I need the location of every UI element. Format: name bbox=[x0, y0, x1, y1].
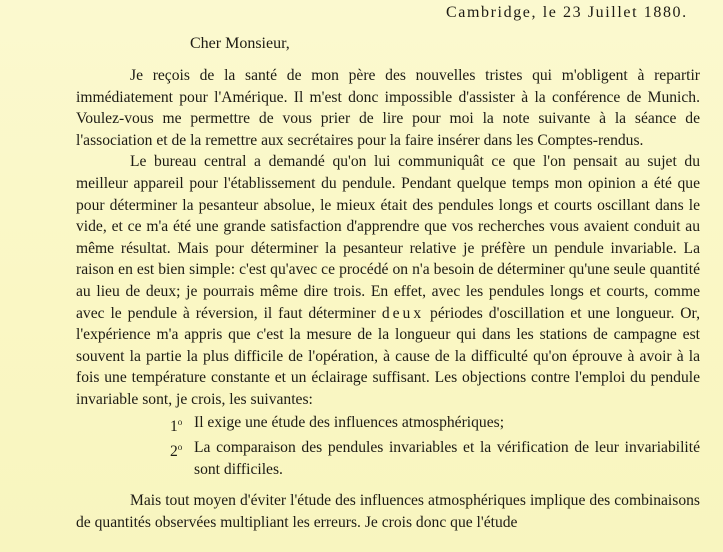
list-item-text: Il exige une étude des influences atmosphériques; bbox=[194, 413, 505, 431]
paragraph-1: Je reçois de la santé de mon père des nouvelles tristes qui m'obligent à repartir immédiatement pour l'Amérique. Il m'est donc impossible d'assister à la conférence de Munich. Voulez-vous me permettre de vous prier de lire pour moi la note suivante à la séance de l'association et de la remettre aux secrétaires pour la faire insérer dans les Comptes-rendus. bbox=[76, 67, 700, 149]
objections-list bbox=[76, 412, 700, 481]
paragraph-2-part-2: périodes d'oscillation et une longueur. Or, l'expérience m'a appris que c'est la mesure de la longueur qui dans les stations de campagne est souvent la partie la plus difficile de l'opération, à cause de la difficulté qu'on éprouve à avoir à la fois une température constante et un éclairage suffisant. Les objections contre l'emploi du pendule invariable sont, je crois, les suivantes: bbox=[76, 304, 700, 408]
list-item-number: 2$^o$ bbox=[170, 442, 183, 461]
letter-body bbox=[76, 65, 700, 534]
dateline-text: Cambridge, le 23 Juillet 1880. bbox=[446, 4, 688, 21]
paragraph-2-emphasis: deux bbox=[381, 304, 425, 322]
list-item-text: La comparaison des pendules invariables et la vérification de leur invariabilité sont difficiles. bbox=[194, 439, 700, 478]
list-item-number: 1$^o$ bbox=[170, 416, 183, 435]
letter-salutation: Cher Monsieur, bbox=[190, 35, 290, 52]
letter-dateline bbox=[446, 4, 688, 22]
paragraph-2 bbox=[76, 151, 700, 410]
paragraph-3: Mais tout moyen d'éviter l'étude des influences atmosphériques implique des combinaisons de quantités observées multipliant les erreurs. Je crois donc que l'étude bbox=[76, 492, 700, 532]
paragraph-2-part-1: Le bureau central a demandé qu'on lui communiquât ce que l'on pensait au sujet du meilleur appareil pour l'établissement du pendule. Pendant quelque temps mon opinion a été que pour déterminer la pesanteur absolue, le mieux était des pendules longs et courts oscillant dans le vide, et ce m'a été une grande satisfaction d'apprendre que vos recherches vous avaient conduit au même résultat. Mais pour déterminer la pesanteur relative je préfère un pendule invariable. La raison en est bien simple: c'est qu'avec ce procédé on n'a besoin de déterminer qu'une seule quantité au lieu de deux; je pourrais même dire trois. En effet, avec les pendules longs et courts, comme avec le pendule à réversion, il faut déterminer bbox=[76, 153, 700, 322]
list-item bbox=[170, 437, 700, 480]
list-item bbox=[170, 412, 700, 438]
